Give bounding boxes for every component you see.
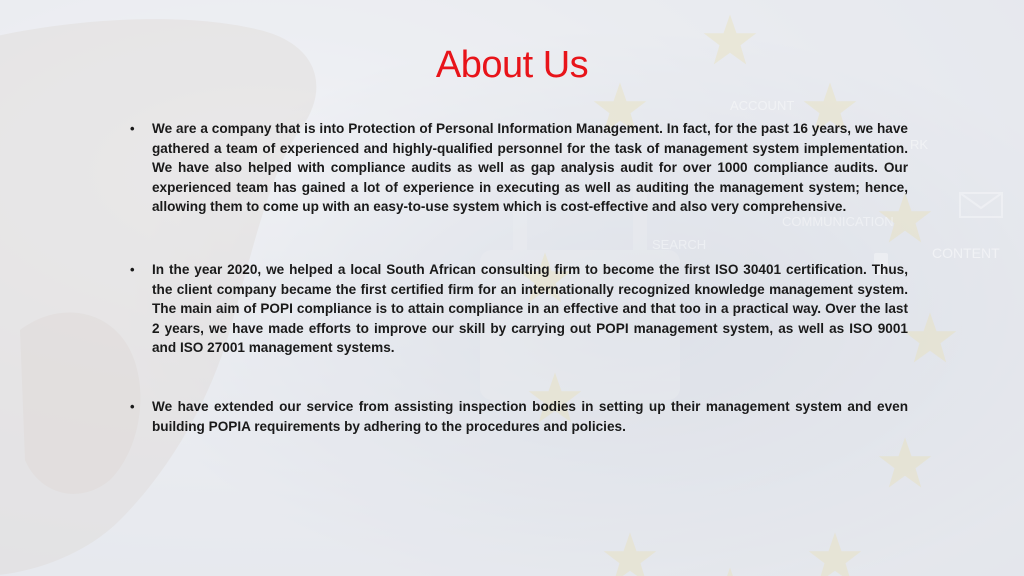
bullet-item <box>128 397 908 436</box>
bullet-list <box>128 119 908 436</box>
bullet-text: We have extended our service from assisting inspection bodies in setting up their management system and even building POPIA requirements by adhering to the procedures and policies. <box>152 398 908 434</box>
bullet-item <box>128 260 908 358</box>
bullet-dot: • <box>130 261 135 277</box>
bullet-dot: • <box>130 121 135 136</box>
bullet-item <box>128 119 908 217</box>
slide-title: About Us <box>435 44 589 86</box>
bullet-text: In the year 2020, we helped a local South African consulting firm to become the first ISO 30401 certification. Thus, the client company became the first certified firm for an internationally recognized knowledge management system. The main aim of POPI compliance is to attain compliance in an effective and that too in a practical way. Over the last 2 years, we have made efforts to improve our skill by carrying out POPI management system, as well as ISO 9001 and ISO 27001 management systems. <box>152 261 908 356</box>
bullet-text: We are a company that is into Protection of Personal Information Management. In fact, for the past 16 years, we have gathered a team of experienced and highly-qualified personnel for the task of management system implementation. We have also helped with compliance audits as well as gap analysis audit for over 1000 compliance audits. Our experienced team has gained a lot of experience in executing as well as auditing the management system; hence, allowing them to come up with an easy-to-use system which is cost-effective and also very comprehensive. <box>152 121 908 215</box>
bullet-dot: • <box>130 398 135 414</box>
